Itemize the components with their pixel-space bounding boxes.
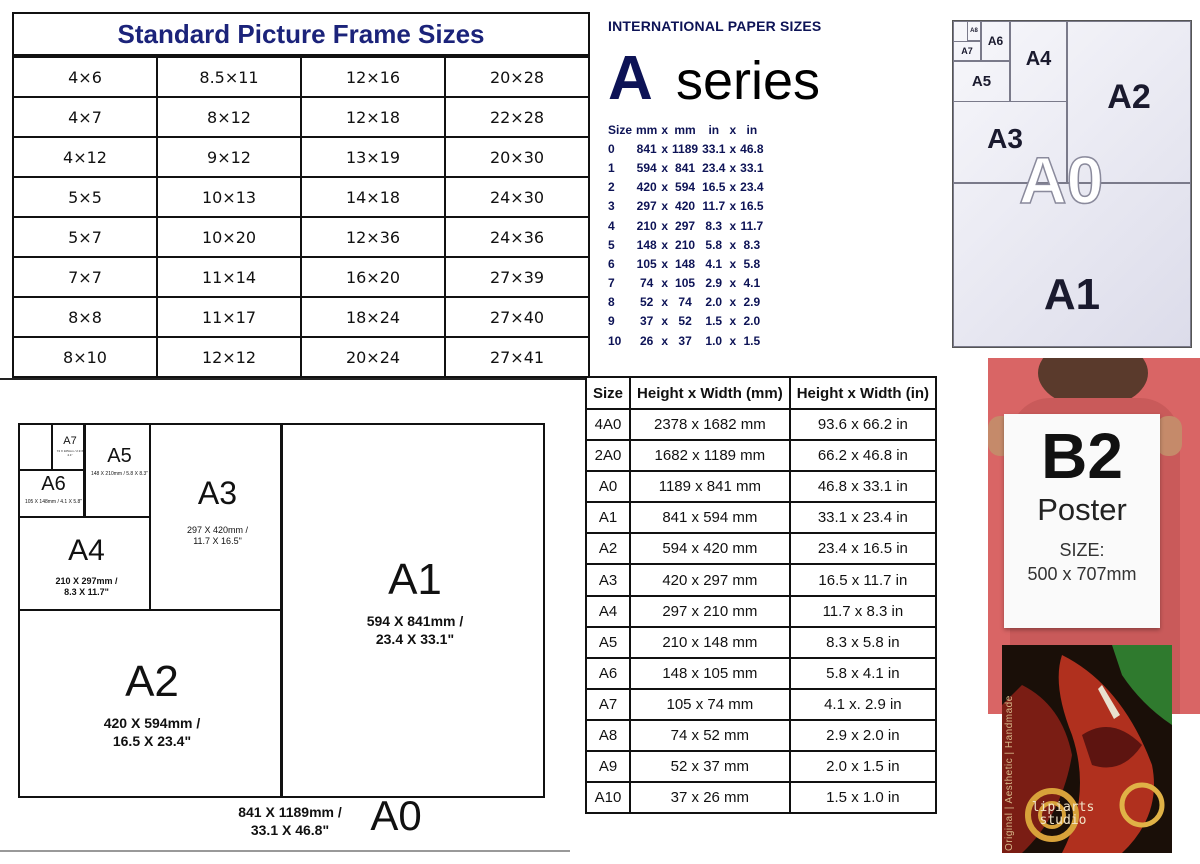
- a-series-cell: x: [729, 333, 737, 348]
- a1-box: [281, 423, 545, 798]
- a-series-cell: 7: [608, 276, 615, 291]
- a-series-cell: 0: [608, 141, 615, 156]
- dimension-cell: 23.4 x 16.5 in: [790, 533, 936, 564]
- a6-label: A6: [41, 473, 66, 495]
- frame-size-cell: 4×12: [13, 137, 157, 177]
- a-series-cell: 3: [608, 199, 615, 214]
- a-series-cell: 52: [678, 314, 692, 329]
- dimension-header-cell: Height x Width (mm): [630, 377, 790, 409]
- frame-size-cell: 11×14: [157, 257, 301, 297]
- a-series-cell: 105: [675, 276, 696, 291]
- a4-dimensions-mm: 210 X 297mm /: [55, 576, 118, 586]
- a-series-cell: 1.5: [705, 314, 723, 329]
- a-series-cell: 16.5: [702, 180, 726, 195]
- a-series-cell: 8: [608, 295, 615, 310]
- a-series-cell: 841: [675, 160, 696, 175]
- a0-dimensions-mm: 841 X 1189mm /: [238, 804, 342, 820]
- a3-dimensions-mm: 297 X 420mm /: [186, 525, 249, 535]
- dimension-cell: 66.2 x 46.8 in: [790, 440, 936, 471]
- frame-size-row: [13, 97, 589, 137]
- frame-size-cell: 8×12: [157, 97, 301, 137]
- dimension-row: [586, 627, 936, 658]
- frame-size-row: [13, 177, 589, 217]
- a0-diagram-a8-box: [967, 21, 981, 41]
- a-series-cell: x: [729, 295, 737, 310]
- frame-size-row: [13, 257, 589, 297]
- a-series-cell: 11.7: [740, 218, 764, 233]
- poster-subtitle: Poster: [1037, 492, 1127, 527]
- frame-size-cell: 20×24: [301, 337, 445, 377]
- a-series-cell: x: [729, 256, 737, 271]
- dimension-cell: A2: [586, 533, 630, 564]
- frame-size-cell: 8×8: [13, 297, 157, 337]
- a-series-cell: 33.1: [702, 141, 726, 156]
- frame-size-cell: 8.5×11: [157, 57, 301, 97]
- dimension-cell: 74 x 52 mm: [630, 720, 790, 751]
- frame-size-cell: 14×18: [301, 177, 445, 217]
- a7-label: A7: [63, 435, 77, 447]
- a-series-row: [606, 254, 766, 273]
- a-series-panel: [600, 10, 850, 360]
- a-series-cell: 297: [636, 199, 657, 214]
- dimension-cell: 2378 x 1682 mm: [630, 409, 790, 440]
- a5-dimensions: 148 X 210mm / 5.8 X 8.3": [90, 471, 149, 477]
- frame-size-cell: 20×28: [445, 57, 589, 97]
- a-series-cell: x: [661, 314, 669, 329]
- a-series-cell: 8.3: [705, 218, 723, 233]
- b2-poster-sign: [1004, 414, 1160, 628]
- a-series-cell: 2.0: [705, 295, 723, 310]
- a4-dimensions-in: 8.3 X 11.7": [64, 587, 109, 597]
- a-series-word: series: [676, 51, 821, 111]
- dimension-cell: 297 x 210 mm: [630, 596, 790, 627]
- a-series-cell: 2: [608, 180, 615, 195]
- a-series-cell: 297: [675, 218, 696, 233]
- a-series-cell: 210: [675, 237, 696, 252]
- dimension-cell: 2.0 x 1.5 in: [790, 751, 936, 782]
- a4-box: [18, 516, 151, 611]
- a0-diagram-a6-label: A6: [987, 34, 1004, 48]
- a2-dimensions-in: 16.5 X 23.4": [112, 733, 192, 749]
- a-size-comparison-diagram: [0, 380, 570, 850]
- dimension-cell: 4A0: [586, 409, 630, 440]
- a6-dimensions: 105 X 148mm / 4.1 X 5.8": [24, 499, 83, 505]
- a0-diagram-a0-label: A0: [1019, 143, 1104, 217]
- dimension-row: [586, 782, 936, 813]
- a-series-cell: 2.9: [743, 295, 761, 310]
- dimension-cell: A8: [586, 720, 630, 751]
- frame-size-cell: 20×30: [445, 137, 589, 177]
- frame-size-cell: 12×16: [301, 57, 445, 97]
- a-series-cell: x: [729, 180, 737, 195]
- dimension-header-cell: Height x Width (in): [790, 377, 936, 409]
- a-series-cell: 37: [640, 314, 654, 329]
- a-series-cell: 1: [608, 160, 615, 175]
- dimension-row: [586, 533, 936, 564]
- a0-diagram-a2-label: A2: [1107, 77, 1151, 116]
- frame-size-cell: 16×20: [301, 257, 445, 297]
- dimension-cell: 46.8 x 33.1 in: [790, 471, 936, 502]
- a-series-row: [606, 274, 766, 293]
- a-series-cell: 10: [608, 333, 622, 348]
- frame-size-cell: 7×7: [13, 257, 157, 297]
- dimension-cell: 8.3 x 5.8 in: [790, 627, 936, 658]
- dimension-row: [586, 440, 936, 471]
- a-series-cell: x: [729, 314, 737, 329]
- a-series-cell: x: [729, 199, 737, 214]
- a-series-cell: 841: [636, 141, 657, 156]
- dimension-cell: A7: [586, 689, 630, 720]
- a-series-cell: x: [729, 160, 737, 175]
- a-series-cell: 4.1: [705, 256, 723, 271]
- frame-sizes-title: Standard Picture Frame Sizes: [12, 12, 590, 56]
- a-series-cell: 6: [608, 256, 615, 271]
- a5-box: [84, 423, 151, 518]
- a-series-cell: 2.0: [743, 314, 761, 329]
- a-series-cell: 52: [640, 295, 654, 310]
- frame-size-row: [13, 297, 589, 337]
- frame-size-cell: 12×12: [157, 337, 301, 377]
- dimension-cell: 841 x 594 mm: [630, 502, 790, 533]
- a7-box: [51, 423, 85, 471]
- a3-dimensions-in: 11.7 X 16.5": [193, 536, 242, 546]
- a-series-cell: 148: [636, 237, 657, 252]
- a-series-cell: 420: [675, 199, 696, 214]
- dimension-cell: 210 x 148 mm: [630, 627, 790, 658]
- a-series-cell: 23.4: [740, 180, 764, 195]
- a0-label: A0: [370, 792, 422, 839]
- dimension-row: [586, 471, 936, 502]
- a-series-cell: 105: [636, 256, 657, 271]
- dimension-row: [586, 720, 936, 751]
- a-series-table: [606, 120, 766, 350]
- frame-size-cell: 13×19: [301, 137, 445, 177]
- a-series-row: [606, 158, 766, 177]
- a-series-cell: 210: [636, 218, 657, 233]
- poster-title: B2: [1041, 420, 1123, 492]
- dimension-cell: 2.9 x 2.0 in: [790, 720, 936, 751]
- dimension-cell: 52 x 37 mm: [630, 751, 790, 782]
- a0-diagram-a5-label: A5: [971, 73, 992, 90]
- a2-label: A2: [125, 657, 179, 706]
- art-studio-name: lipiarts studio: [1031, 800, 1095, 828]
- divider: [0, 850, 570, 852]
- dimension-cell: 594 x 420 mm: [630, 533, 790, 564]
- frame-size-cell: 18×24: [301, 297, 445, 337]
- a3-box: [149, 423, 282, 611]
- a-series-cell: 594: [675, 180, 696, 195]
- a0-diagram-a4-box: [1010, 21, 1067, 102]
- a-series-cell: 46.8: [740, 141, 764, 156]
- frame-size-row: [13, 217, 589, 257]
- a-series-header-cell: mm: [674, 122, 696, 137]
- a-series-cell: 74: [640, 276, 654, 291]
- dimension-cell: 16.5 x 11.7 in: [790, 564, 936, 595]
- frame-size-cell: 24×30: [445, 177, 589, 217]
- a-series-cell: 5.8: [705, 237, 723, 252]
- dimension-cell: 11.7 x 8.3 in: [790, 596, 936, 627]
- a-series-cell: 4: [608, 218, 615, 233]
- a0-diagram-a1-label: A1: [1043, 270, 1101, 319]
- a2-box: [18, 609, 282, 798]
- a-series-cell: 74: [678, 295, 692, 310]
- dimension-cell: 37 x 26 mm: [630, 782, 790, 813]
- dimension-cell: A0: [586, 471, 630, 502]
- dimension-cell: 2A0: [586, 440, 630, 471]
- dimension-cell: 1682 x 1189 mm: [630, 440, 790, 471]
- a0-diagram-a6-box: [981, 21, 1010, 61]
- a0-diagram-a8-label: A8: [970, 28, 978, 34]
- a-series-row: [606, 312, 766, 331]
- frame-size-cell: 4×6: [13, 57, 157, 97]
- a-series-cell: x: [729, 237, 737, 252]
- dimension-cell: 148 x 105 mm: [630, 658, 790, 689]
- dimension-cell: A10: [586, 782, 630, 813]
- picture-frame-sizes-panel: [12, 12, 590, 378]
- art-side-text: Original | Aesthetic | Handmade: [1004, 695, 1015, 851]
- a-series-cell: 2.9: [705, 276, 723, 291]
- a-series-cell: 5: [608, 237, 615, 252]
- dimension-row: [586, 502, 936, 533]
- a-series-cell: x: [729, 276, 737, 291]
- dimension-cell: A3: [586, 564, 630, 595]
- a-series-header-cell: in: [746, 122, 758, 137]
- dimension-cell: 420 x 297 mm: [630, 564, 790, 595]
- a-series-cell: x: [661, 141, 669, 156]
- a3-label: A3: [197, 475, 238, 511]
- a-series-cell: 148: [675, 256, 696, 271]
- dimension-cell: 105 x 74 mm: [630, 689, 790, 720]
- dimension-cell: 33.1 x 23.4 in: [790, 502, 936, 533]
- frame-size-cell: 12×18: [301, 97, 445, 137]
- frame-size-cell: 11×17: [157, 297, 301, 337]
- frame-size-row: [13, 337, 589, 377]
- a-series-cell: x: [661, 199, 669, 214]
- a-series-cell: 1189: [672, 141, 699, 156]
- dimension-cell: A1: [586, 502, 630, 533]
- a-series-cell: 33.1: [740, 160, 764, 175]
- a-series-header-cell: mm: [636, 122, 658, 137]
- a0-diagram-a7-label: A7: [961, 46, 973, 56]
- dimension-row: [586, 564, 936, 595]
- a-series-cell: x: [661, 256, 669, 271]
- dimension-cell: 4.1 x. 2.9 in: [790, 689, 936, 720]
- poster-size-label: SIZE:: [1059, 540, 1105, 560]
- frame-size-cell: 10×13: [157, 177, 301, 217]
- a1-dimensions-in: 23.4 X 33.1": [375, 631, 455, 647]
- dimension-row: [586, 409, 936, 440]
- dimension-cell: 1189 x 841 mm: [630, 471, 790, 502]
- dimension-row: [586, 596, 936, 627]
- frame-size-cell: 8×10: [13, 337, 157, 377]
- a-series-row: [606, 197, 766, 216]
- dimension-header-cell: Size: [586, 377, 630, 409]
- a-series-cell: 8.3: [743, 237, 761, 252]
- dimension-cell: A9: [586, 751, 630, 782]
- frame-sizes-table: [12, 56, 590, 378]
- frame-size-row: [13, 137, 589, 177]
- a-series-cell: x: [729, 218, 737, 233]
- dimension-cell: 5.8 x 4.1 in: [790, 658, 936, 689]
- dimension-cell: A4: [586, 596, 630, 627]
- dimension-cell: 93.6 x 66.2 in: [790, 409, 936, 440]
- a-series-row: [606, 216, 766, 235]
- frame-size-cell: 27×39: [445, 257, 589, 297]
- a-series-cell: x: [661, 237, 669, 252]
- frame-size-cell: 22×28: [445, 97, 589, 137]
- dimension-cell: A5: [586, 627, 630, 658]
- a-series-cell: 26: [640, 333, 654, 348]
- a-series-row: [606, 235, 766, 254]
- a2-dimensions-mm: 420 X 594mm /: [103, 715, 201, 731]
- a4-label: A4: [68, 534, 105, 567]
- frame-size-cell: 5×7: [13, 217, 157, 257]
- a-series-row: [606, 139, 766, 158]
- a-series-cell: x: [661, 333, 669, 348]
- a-series-heading: INTERNATIONAL PAPER SIZES: [608, 18, 822, 34]
- a-series-cell: x: [661, 276, 669, 291]
- a1-dimensions-mm: 594 X 841mm /: [366, 613, 464, 629]
- a-series-cell: x: [661, 180, 669, 195]
- frame-size-cell: 24×36: [445, 217, 589, 257]
- a-series-cell: 594: [636, 160, 657, 175]
- a-series-cell: 16.5: [740, 199, 764, 214]
- a-series-cell: x: [661, 218, 669, 233]
- art-poster-image: [1002, 645, 1172, 853]
- frame-size-cell: 27×40: [445, 297, 589, 337]
- a-series-cell: 1.0: [705, 333, 723, 348]
- frame-size-cell: 27×41: [445, 337, 589, 377]
- dimension-row: [586, 658, 936, 689]
- a-series-header-cell: x: [661, 122, 669, 137]
- a-series-cell: x: [729, 141, 737, 156]
- frame-size-cell: 5×5: [13, 177, 157, 217]
- a-series-letter: A: [608, 44, 653, 113]
- a0-diagram-a4-label: A4: [1025, 48, 1052, 70]
- a0-diagram-a7-box: [953, 41, 981, 61]
- frame-size-cell: 9×12: [157, 137, 301, 177]
- a-series-cell: 1.5: [743, 333, 761, 348]
- a-series-cell: 9: [608, 314, 615, 329]
- a-series-cell: 23.4: [702, 160, 726, 175]
- a-series-cell: x: [661, 295, 669, 310]
- a0-diagram-a5-box: [953, 61, 1010, 102]
- a0-diagram-a3-label: A3: [987, 122, 1023, 154]
- dimension-row: [586, 751, 936, 782]
- a-series-cell: x: [661, 160, 669, 175]
- a-series-cell: 4.1: [743, 276, 761, 291]
- frame-size-cell: 10×20: [157, 217, 301, 257]
- a-series-row: [606, 293, 766, 312]
- a7-dimensions: 74 X 105mm / 2.9 X 4.1": [56, 449, 84, 457]
- frame-size-cell: 4×7: [13, 97, 157, 137]
- a5-label: A5: [107, 445, 132, 467]
- frame-size-row: [13, 57, 589, 97]
- a-series-cell: 5.8: [743, 256, 761, 271]
- a0-dimensions-in: 33.1 X 46.8": [250, 822, 330, 838]
- a-series-header-cell: Size: [608, 122, 633, 137]
- a1-label: A1: [388, 555, 442, 604]
- a6-box: [18, 469, 85, 518]
- a-series-header-cell: in: [708, 122, 720, 137]
- a-series-row: [606, 178, 766, 197]
- a-series-cell: 420: [636, 180, 657, 195]
- frame-size-cell: 12×36: [301, 217, 445, 257]
- poster-size-value: 500 x 707mm: [1027, 564, 1137, 584]
- a-series-cell: 11.7: [702, 199, 726, 214]
- dimension-cell: A6: [586, 658, 630, 689]
- paper-dimensions-table: [585, 376, 937, 814]
- a-series-row: [606, 331, 766, 350]
- dimension-cell: 1.5 x 1.0 in: [790, 782, 936, 813]
- dimension-row: [586, 689, 936, 720]
- a0-nested-diagram: [952, 20, 1192, 348]
- a-series-header-cell: x: [729, 122, 737, 137]
- a-series-cell: 37: [678, 333, 692, 348]
